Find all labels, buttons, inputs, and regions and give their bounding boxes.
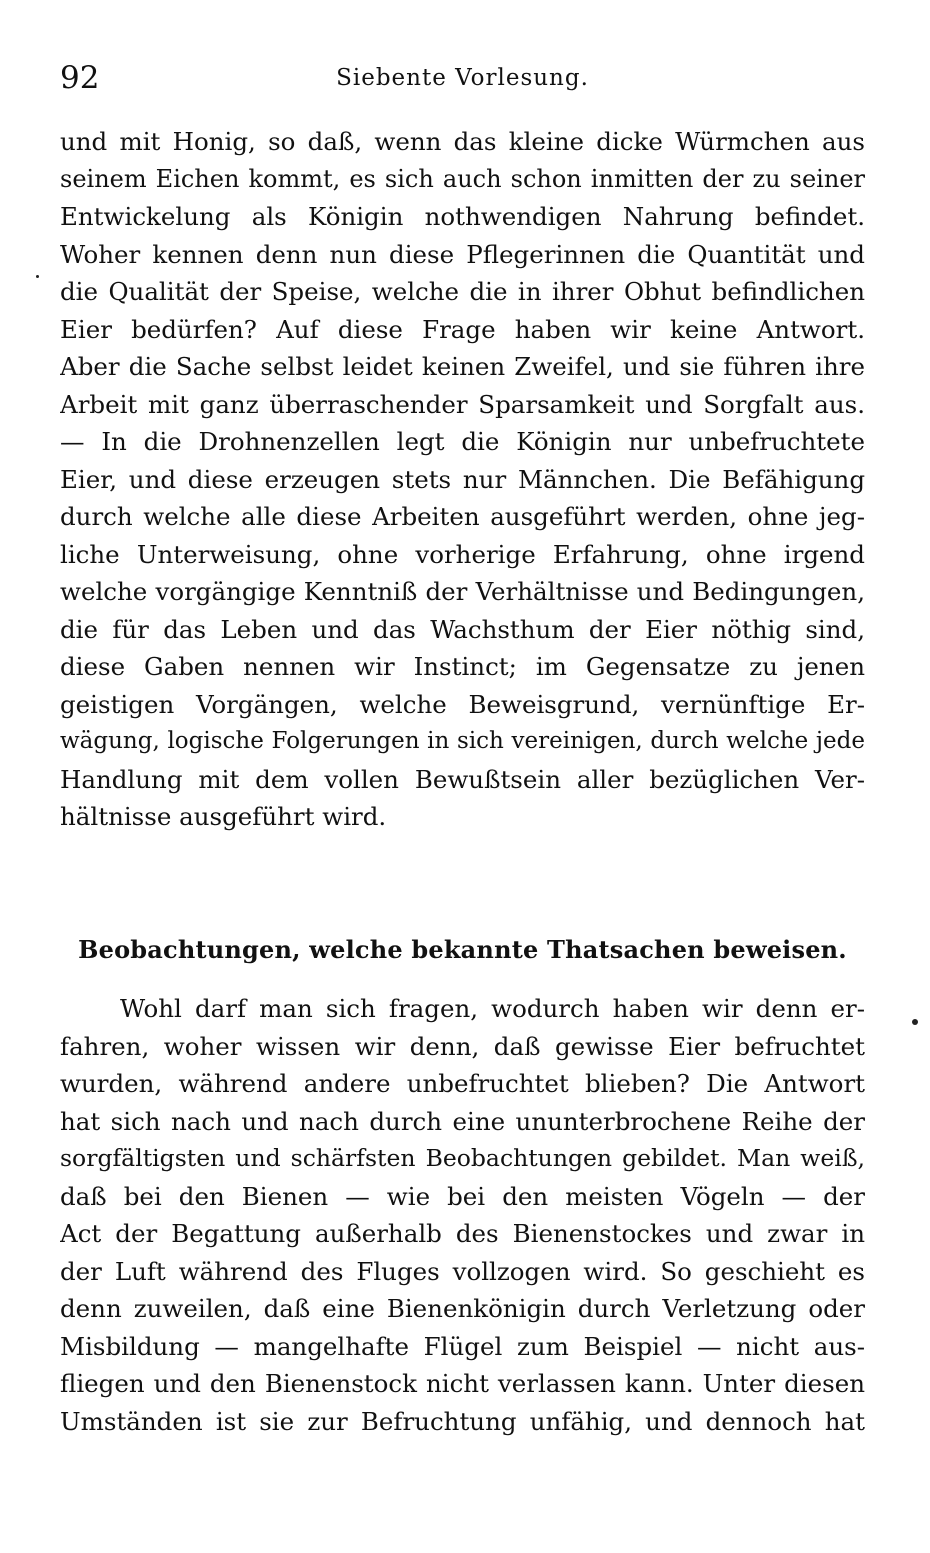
text-line: Entwickelung als Königin nothwendigen Nahrung befindet. [60,202,865,231]
text-line: Arbeit mit ganz überraschender Sparsamkeit und Sorgfalt aus. [60,389,865,419]
text-line: durch welche alle diese Arbeiten ausgeführt werden, ohne jeg- [60,502,865,531]
text-line: der Luft während des Fluges vollzogen wird. So geschieht es [60,1256,865,1286]
page-header [60,58,865,98]
page-number: 92 [60,60,100,96]
text-line: diese Gaben nennen wir Instinct; im Gegensatze zu jenen [60,652,865,681]
text-line: die Qualität der Speise, welche die in ihrer Obhut befindlichen [60,277,865,306]
paragraph-1 [60,123,865,836]
text-line: seinem Eichen kommt, es sich auch schon inmitten der zu seiner [60,164,865,193]
text-line: fahren, woher wissen wir denn, daß gewisse Eier befruchtet [60,1031,865,1061]
text-line: fliegen und den Bienenstock nicht verlassen kann. Unter diesen [60,1369,865,1398]
text-line: Handlung mit dem vollen Bewußtsein aller bezüglichen Ver- [60,764,865,794]
running-head: Siebente Vorlesung. [336,65,589,91]
text-line: Eier bedürfen? Auf diese Frage haben wir keine Antwort. [60,314,865,344]
text-line: denn zuweilen, daß eine Bienenkönigin durch Verletzung oder [60,1294,865,1323]
text-line: und mit Honig, so daß, wenn das kleine dicke Würmchen aus [60,127,865,156]
text-line: Misbildung — mangelhafte Flügel zum Beispiel — nicht aus- [60,1331,865,1361]
text-line: geistigen Vorgängen, welche Beweisgrund, vernünftige Er- [60,689,865,719]
text-line: wurden, während andere unbefruchtet blieben? Die Antwort [60,1069,865,1098]
text-line: — In die Drohnenzellen legt die Königin nur unbefruchtete [60,427,865,456]
text-line: Aber die Sache selbst leidet keinen Zweifel, und sie führen ihre [60,352,865,381]
text-line: sorgfältigsten und schärfsten Beobachtungen gebildet. Man weiß, [60,1144,865,1172]
section-heading: Beobachtungen, welche bekannte Thatsachen beweisen. [78,935,847,964]
text-line: welche vorgängige Kenntniß der Verhältnisse und Bedingungen, [60,577,865,606]
text-line: daß bei den Bienen — wie bei den meisten Vögeln — der [60,1181,865,1211]
ink-speck [912,1019,918,1025]
text-line: Act der Begattung außerhalb des Bienenstockes und zwar in [60,1219,865,1248]
text-line: Eier, und diese erzeugen stets nur Männchen. Die Befähigung [60,464,865,494]
text-line: hältnisse ausgeführt wird. [60,802,387,831]
text-line: die für das Leben und das Wachsthum der Eier nöthig sind, [60,614,865,644]
paragraph-2 [60,990,865,1440]
ink-speck [36,275,39,278]
text-line: Umständen ist sie zur Befruchtung unfähig, und dennoch hat [60,1406,865,1436]
text-line: wägung, logische Folgerungen in sich vereinigen, durch welche jede [60,728,865,754]
text-line: liche Unterweisung, ohne vorherige Erfahrung, ohne irgend [60,539,865,569]
text-line: Wohl darf man sich fragen, wodurch haben wir denn er- [120,994,865,1023]
text-line: hat sich nach und nach durch eine ununterbrochene Reihe der [60,1106,865,1136]
text-line: Woher kennen denn nun diese Pflegerinnen die Quantität und [60,239,865,269]
